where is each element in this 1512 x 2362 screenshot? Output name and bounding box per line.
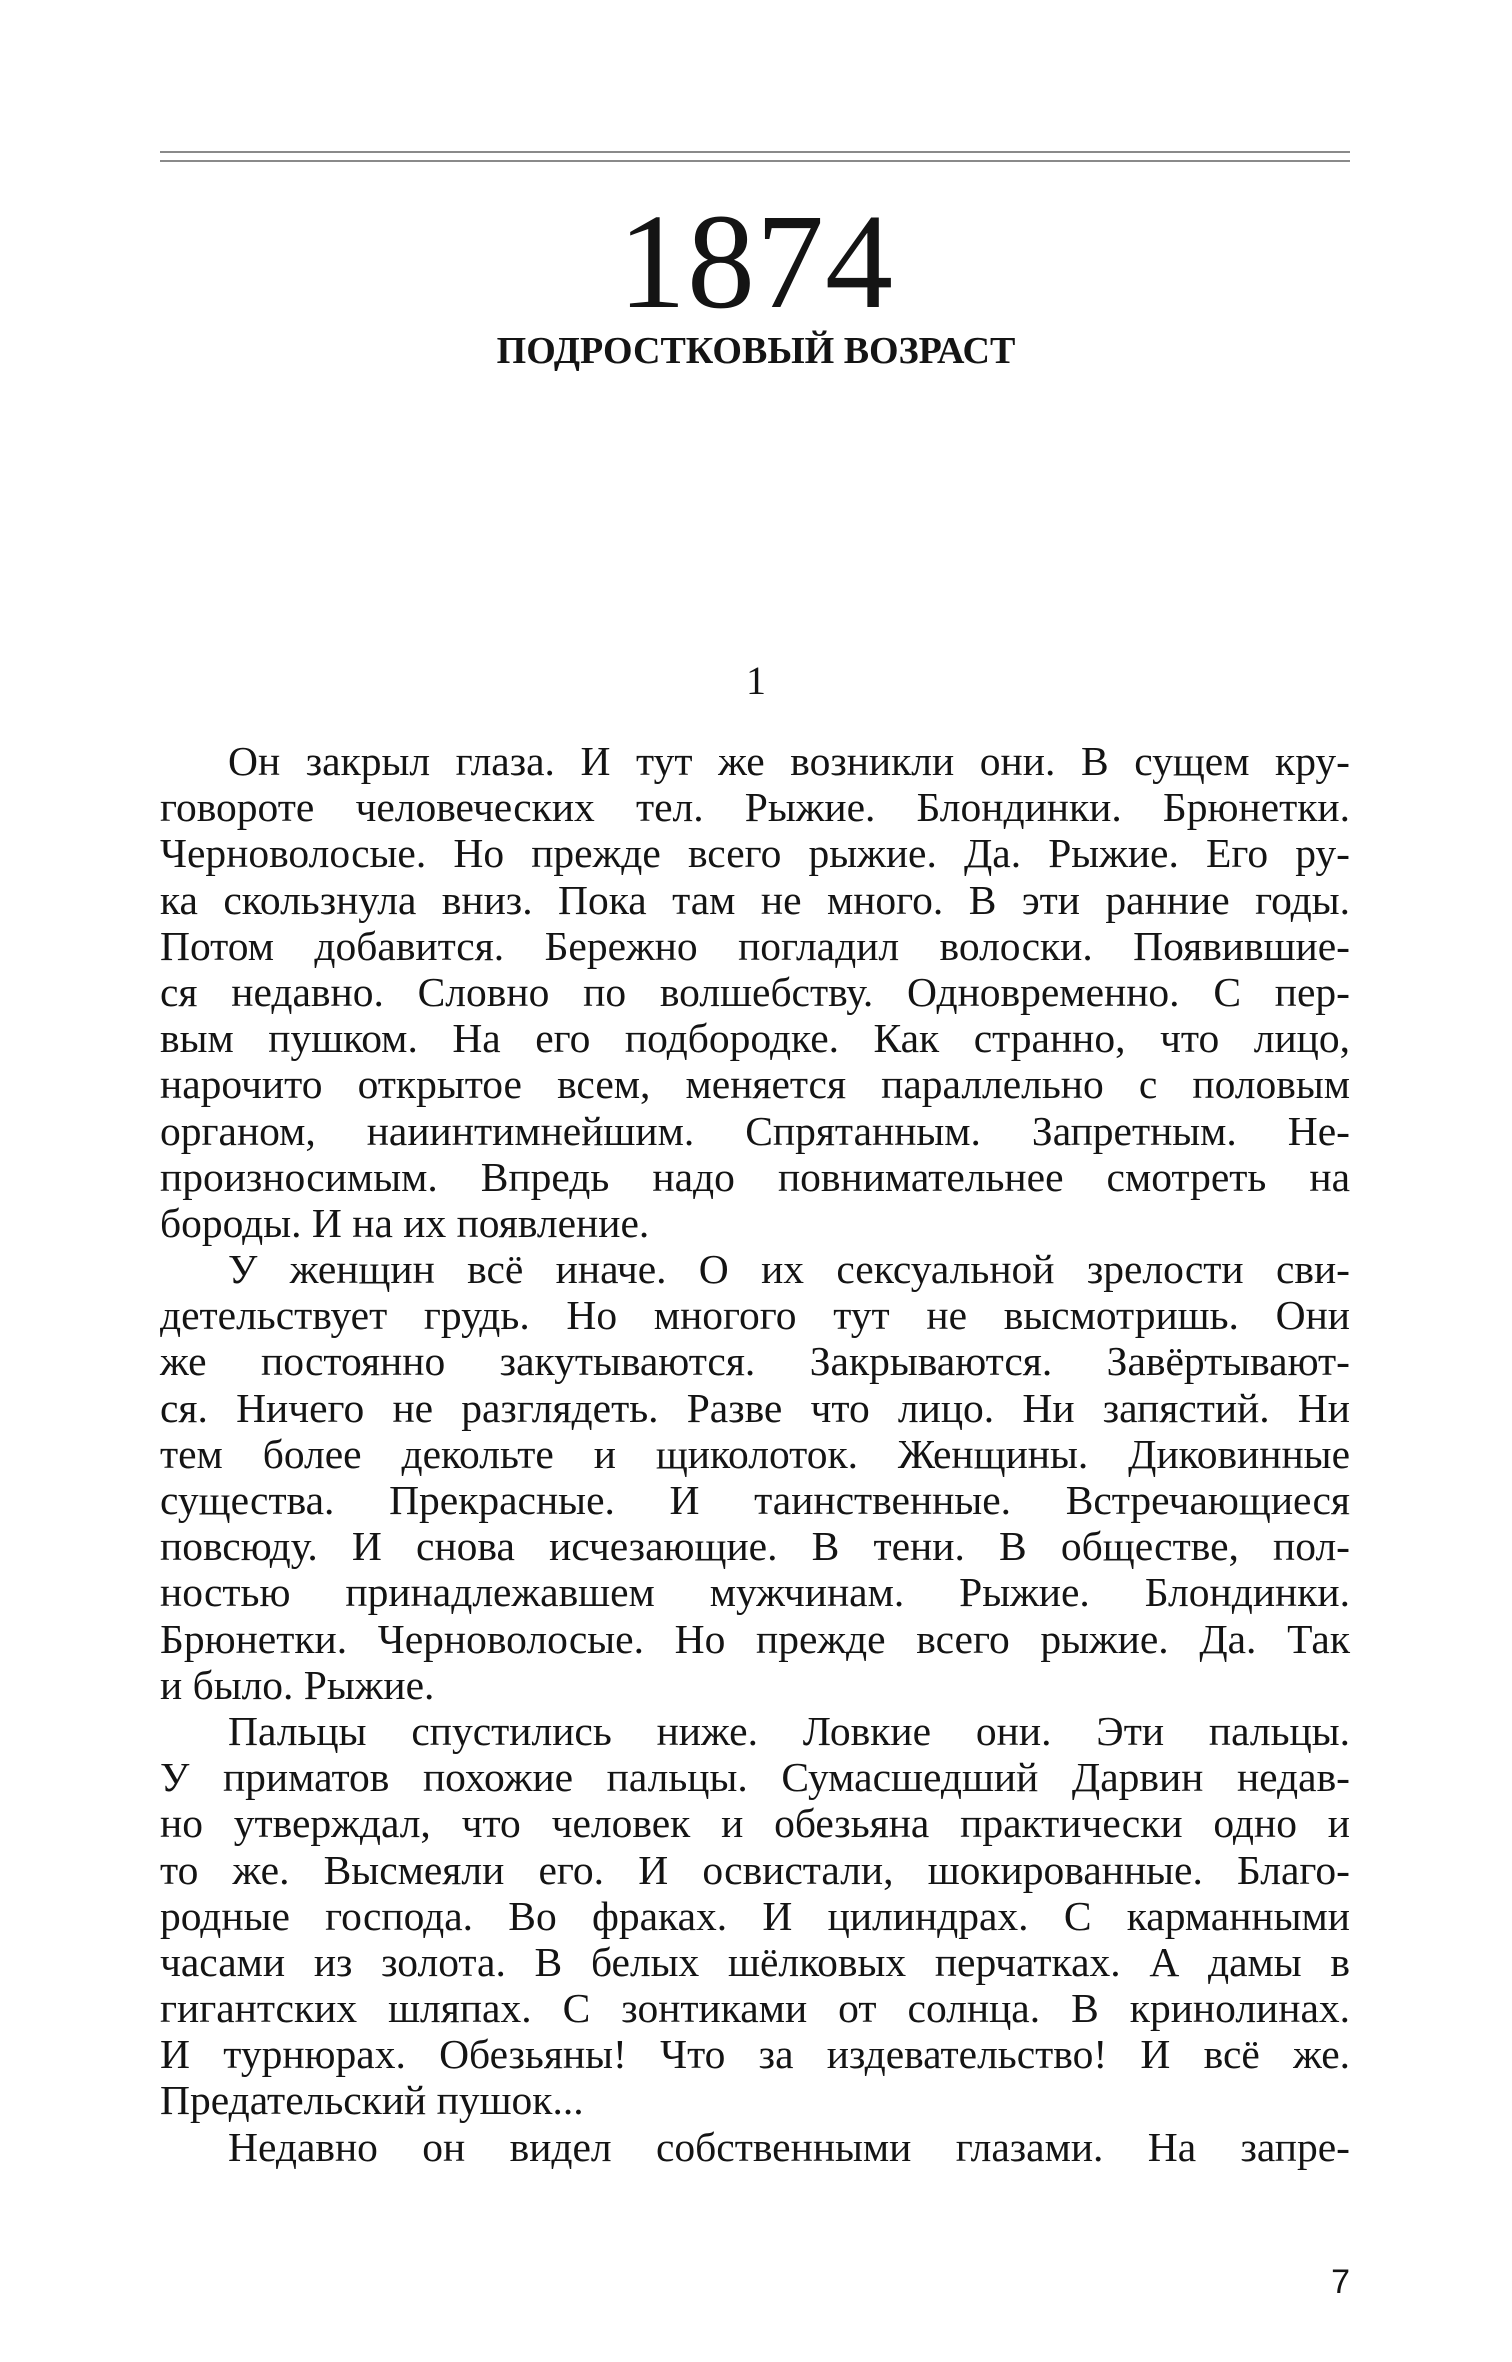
- header-rule-top: [160, 151, 1350, 153]
- page-number: 7: [1331, 2263, 1350, 2301]
- text-line: и было. Рыжие.: [160, 1661, 435, 1708]
- text-line: часами из золота. В белых шёлковых перчатках. А дамы в: [160, 1938, 1350, 1985]
- text-line: но утверждал, что человек и обезьяна практически одно и: [160, 1800, 1350, 1847]
- text-line: то же. Высмеяли его. И освистали, шокированные. Благо-: [160, 1846, 1350, 1893]
- text-line: Брюнетки. Черноволосые. Но прежде всего рыжие. Да. Так: [160, 1615, 1350, 1662]
- text-line: гигантских шляпах. С зонтиками от солнца. В кринолинах.: [160, 1985, 1350, 2032]
- text-line: И турнюрах. Обезьяны! Что за издевательство! И всё же.: [160, 2031, 1350, 2078]
- text-line: Недавно он видел собственными глазами. На запре-: [228, 2123, 1350, 2170]
- text-line: У женщин всё иначе. О их сексуальной зрелости сви-: [228, 1246, 1350, 1293]
- text-line: органом, наиинтимнейшим. Спрятанным. Запретным. Не-: [160, 1107, 1350, 1154]
- text-line: же постоянно закутываются. Закрываются. Завёртывают-: [160, 1338, 1350, 1385]
- part-subtitle: ПОДРОСТКОВЫЙ ВОЗРАСТ: [496, 330, 1016, 372]
- text-line: Предательский пушок...: [160, 2077, 584, 2124]
- text-line: Пальцы спустились ниже. Ловкие они. Эти пальцы.: [228, 1707, 1350, 1754]
- chapter-number: 1: [746, 658, 766, 703]
- text-line: существа. Прекрасные. И таинственные. Встречающиеся: [160, 1477, 1350, 1523]
- text-line: вым пушком. На его подбородке. Как странно, что лицо,: [160, 1015, 1350, 1062]
- text-line: ся недавно. Словно по волшебству. Одновременно. С пер-: [160, 968, 1350, 1015]
- part-year-title: 1874: [618, 187, 894, 337]
- text-line: Черноволосые. Но прежде всего рыжие. Да. Рыжие. Его ру-: [160, 830, 1350, 877]
- body-text: [160, 738, 1350, 2170]
- text-line: У приматов похожие пальцы. Сумасшедший Дарвин недав-: [160, 1754, 1350, 1801]
- text-line: бороды. И на их появление.: [160, 1199, 650, 1246]
- text-line: ка скользнула вниз. Пока там не много. В эти ранние годы.: [160, 876, 1350, 923]
- text-line: говороте человеческих тел. Рыжие. Блондинки. Брюнетки.: [160, 784, 1350, 831]
- header-rule-bottom: [160, 160, 1350, 162]
- text-line: нарочито открытое всем, меняется параллельно с половым: [160, 1061, 1350, 1108]
- text-line: Он закрыл глаза. И тут же возникли они. В сущем кру-: [228, 738, 1350, 784]
- text-line: произносимым. Впредь надо повнимательнее смотреть на: [160, 1153, 1350, 1200]
- text-line: ностью принадлежавшем мужчинам. Рыжие. Блондинки.: [160, 1569, 1350, 1616]
- text-line: Потом добавится. Бережно погладил волоски. Появившие-: [160, 922, 1350, 969]
- text-line: детельствует грудь. Но многого тут не высмотришь. Они: [160, 1292, 1350, 1339]
- text-line: ся. Ничего не разглядеть. Разве что лицо. Ни запястий. Ни: [160, 1384, 1350, 1431]
- text-line: тем более декольте и щиколоток. Женщины. Диковинные: [160, 1430, 1350, 1477]
- text-line: родные господа. Во фраках. И цилиндрах. С карманными: [160, 1892, 1350, 1939]
- text-line: повсюду. И снова исчезающие. В тени. В обществе, пол-: [160, 1523, 1350, 1570]
